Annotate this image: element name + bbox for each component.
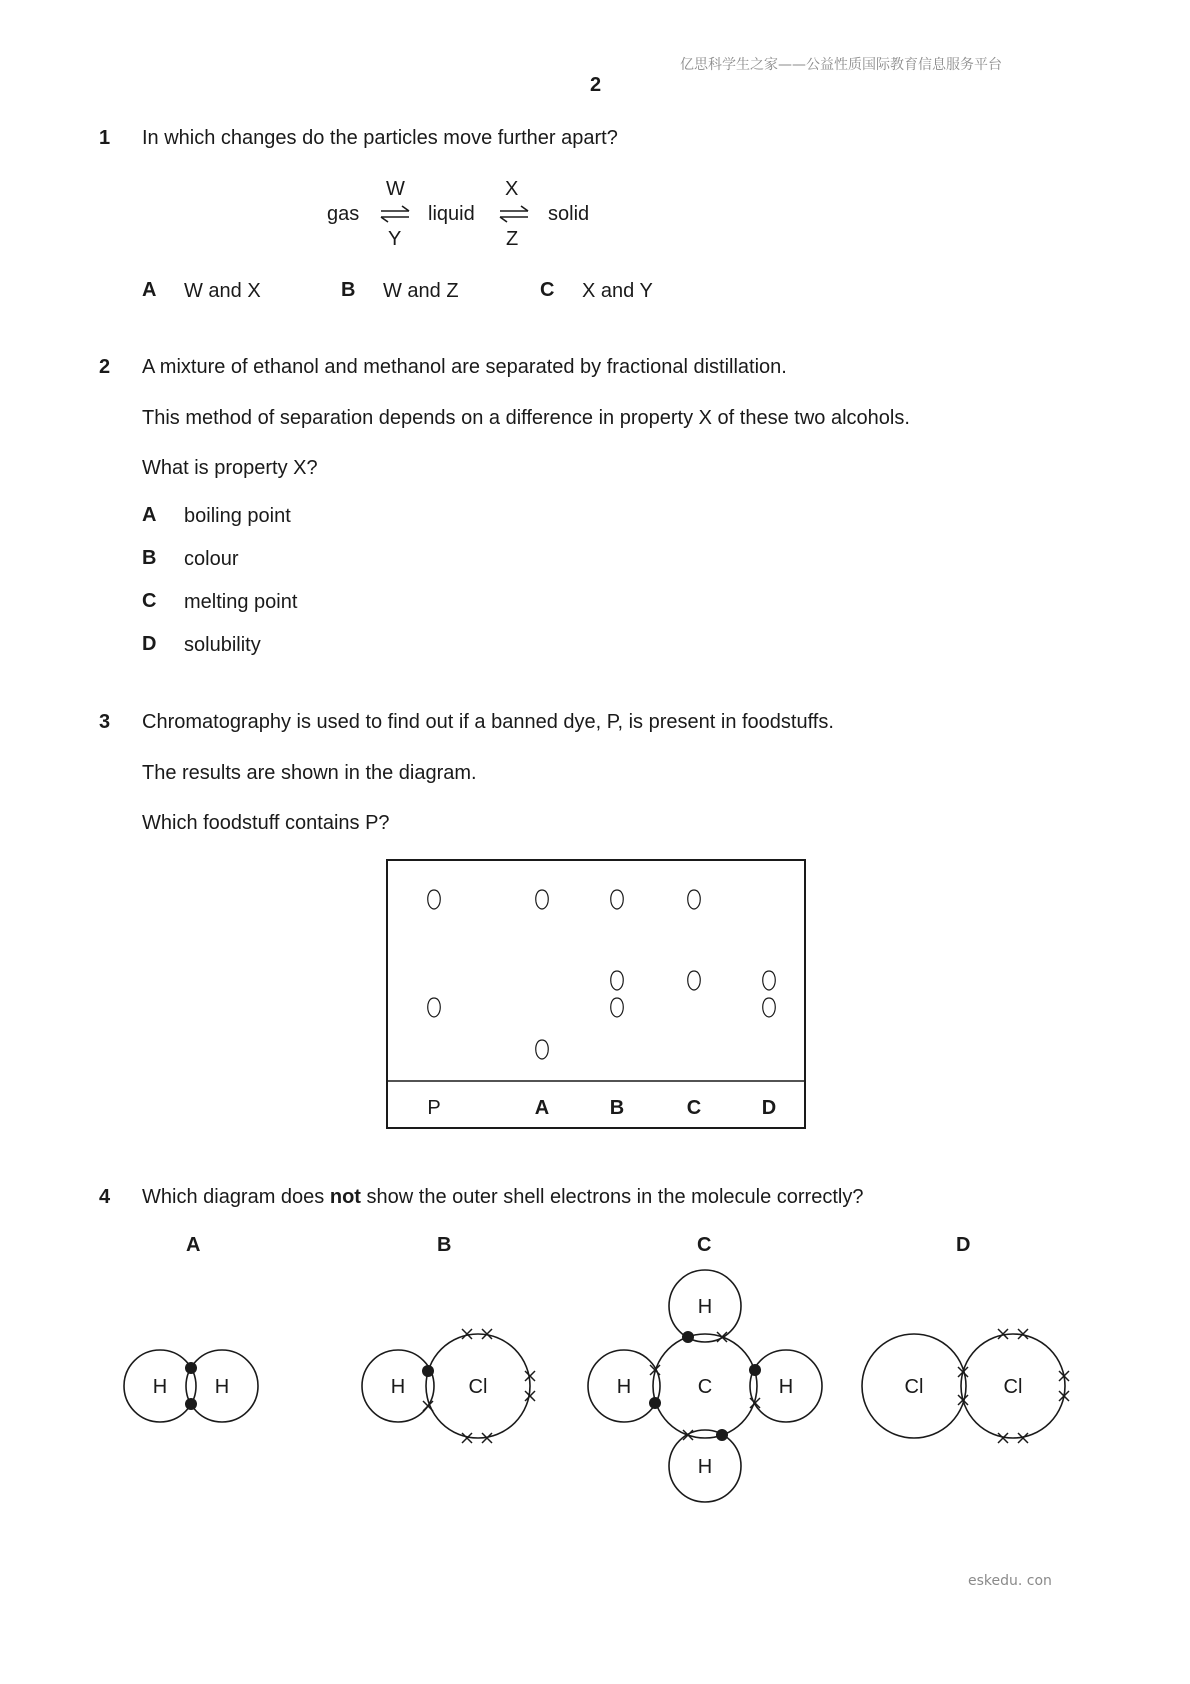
atom-symbol: Cl	[468, 1376, 488, 1398]
question-text	[142, 1185, 863, 1209]
option-text: boiling point	[184, 505, 291, 527]
page-number: 2	[590, 74, 602, 96]
option-text: solubility	[184, 634, 261, 656]
spot-d-2	[763, 998, 776, 1017]
electron-cross	[683, 1430, 693, 1440]
spot-d-1	[763, 971, 776, 990]
diagram-letter-b[interactable]: B	[437, 1234, 452, 1256]
question-number: 1	[99, 127, 111, 149]
electron-dot	[682, 1331, 694, 1343]
lane-label-a: A	[534, 1097, 550, 1119]
label-w: W	[386, 178, 405, 200]
watermark-bottom: eskedu. con	[968, 1573, 1052, 1589]
option-text: X and Y	[582, 280, 653, 302]
spot-c-1	[688, 890, 701, 909]
question-text-after: show the outer shell electrons in the molecule correctly?	[360, 1186, 864, 1208]
equilibrium-arrow-2	[497, 203, 531, 225]
atom-symbol: Cl	[904, 1376, 924, 1398]
electron-dot	[185, 1398, 197, 1410]
spot-c-2	[688, 971, 701, 990]
atom-symbol: H	[778, 1376, 794, 1398]
question-line-1: A mixture of ethanol and methanol are separated by fractional distillation.	[142, 356, 787, 378]
option-letter: A	[142, 279, 157, 301]
spot-b-3	[611, 998, 624, 1017]
question-line-1: Chromatography is used to find out if a banned dye, P, is present in foodstuffs.	[142, 711, 834, 733]
option-text: W and X	[184, 280, 261, 302]
atom-symbol: H	[616, 1376, 632, 1398]
spot-p-2	[428, 998, 441, 1017]
lane-label-d: D	[761, 1097, 777, 1119]
question-line-2: The results are shown in the diagram.	[142, 762, 477, 784]
question-number: 2	[99, 356, 111, 378]
diagram-d[interactable]	[862, 1329, 1069, 1443]
state-liquid: liquid	[428, 203, 475, 225]
electron-cross	[717, 1332, 727, 1342]
electron-dot	[649, 1397, 661, 1409]
label-y: Y	[388, 228, 402, 250]
atom-symbol: C	[697, 1376, 713, 1398]
atom-symbol: H	[152, 1376, 168, 1398]
diagram-letter-a[interactable]: A	[186, 1234, 201, 1256]
option-letter: B	[341, 279, 356, 301]
atom-symbol: H	[697, 1456, 713, 1478]
electron-dot	[716, 1429, 728, 1441]
equilibrium-arrow-1	[378, 203, 412, 225]
lane-label-p: P	[427, 1097, 441, 1119]
state-solid: solid	[548, 203, 590, 225]
spot-b-2	[611, 971, 624, 990]
dot-cross-diagrams	[0, 1250, 1190, 1520]
chromatogram-frame	[387, 860, 805, 1128]
electron-dot	[422, 1365, 434, 1377]
diagram-b[interactable]	[362, 1329, 535, 1443]
question-line-3: Which foodstuff contains P?	[142, 812, 390, 834]
spot-p-1	[428, 890, 441, 909]
diagram-a[interactable]	[124, 1350, 258, 1422]
atom-symbol: H	[697, 1296, 713, 1318]
atom-symbol: Cl	[1003, 1376, 1023, 1398]
label-x: X	[505, 178, 519, 200]
option-letter: A	[142, 504, 157, 526]
option-letter: C	[142, 590, 157, 612]
option-text: W and Z	[383, 280, 459, 302]
diagram-letter-c[interactable]: C	[697, 1234, 712, 1256]
question-text-before: Which diagram does	[142, 1186, 330, 1208]
lane-label-b: B	[609, 1097, 625, 1119]
electron-dot	[749, 1364, 761, 1376]
label-z: Z	[506, 228, 519, 250]
chromatogram	[385, 858, 807, 1130]
option-letter: D	[142, 633, 157, 655]
watermark-top: 亿思科学生之家——公益性质国际教育信息服务平台	[680, 57, 1002, 73]
lane-label-c: C	[686, 1097, 702, 1119]
spot-a-1	[536, 890, 549, 909]
question-line-3: What is property X?	[142, 457, 318, 479]
question-line-2: This method of separation depends on a difference in property X of these two alcohols.	[142, 407, 910, 429]
question-number: 4	[99, 1186, 111, 1208]
atom-symbol: H	[214, 1376, 230, 1398]
option-text: melting point	[184, 591, 298, 613]
question-number: 3	[99, 711, 111, 733]
question-text: In which changes do the particles move further apart?	[142, 127, 618, 149]
option-text: colour	[184, 548, 239, 570]
diagram-c[interactable]	[588, 1270, 822, 1502]
spot-b-1	[611, 890, 624, 909]
option-letter: C	[540, 279, 555, 301]
option-letter: B	[142, 547, 157, 569]
diagram-letter-d[interactable]: D	[956, 1234, 971, 1256]
spot-a-2	[536, 1040, 549, 1059]
question-text-bold: not	[329, 1186, 361, 1208]
electron-dot	[185, 1362, 197, 1374]
atom-symbol: H	[390, 1376, 406, 1398]
state-gas: gas	[327, 203, 360, 225]
